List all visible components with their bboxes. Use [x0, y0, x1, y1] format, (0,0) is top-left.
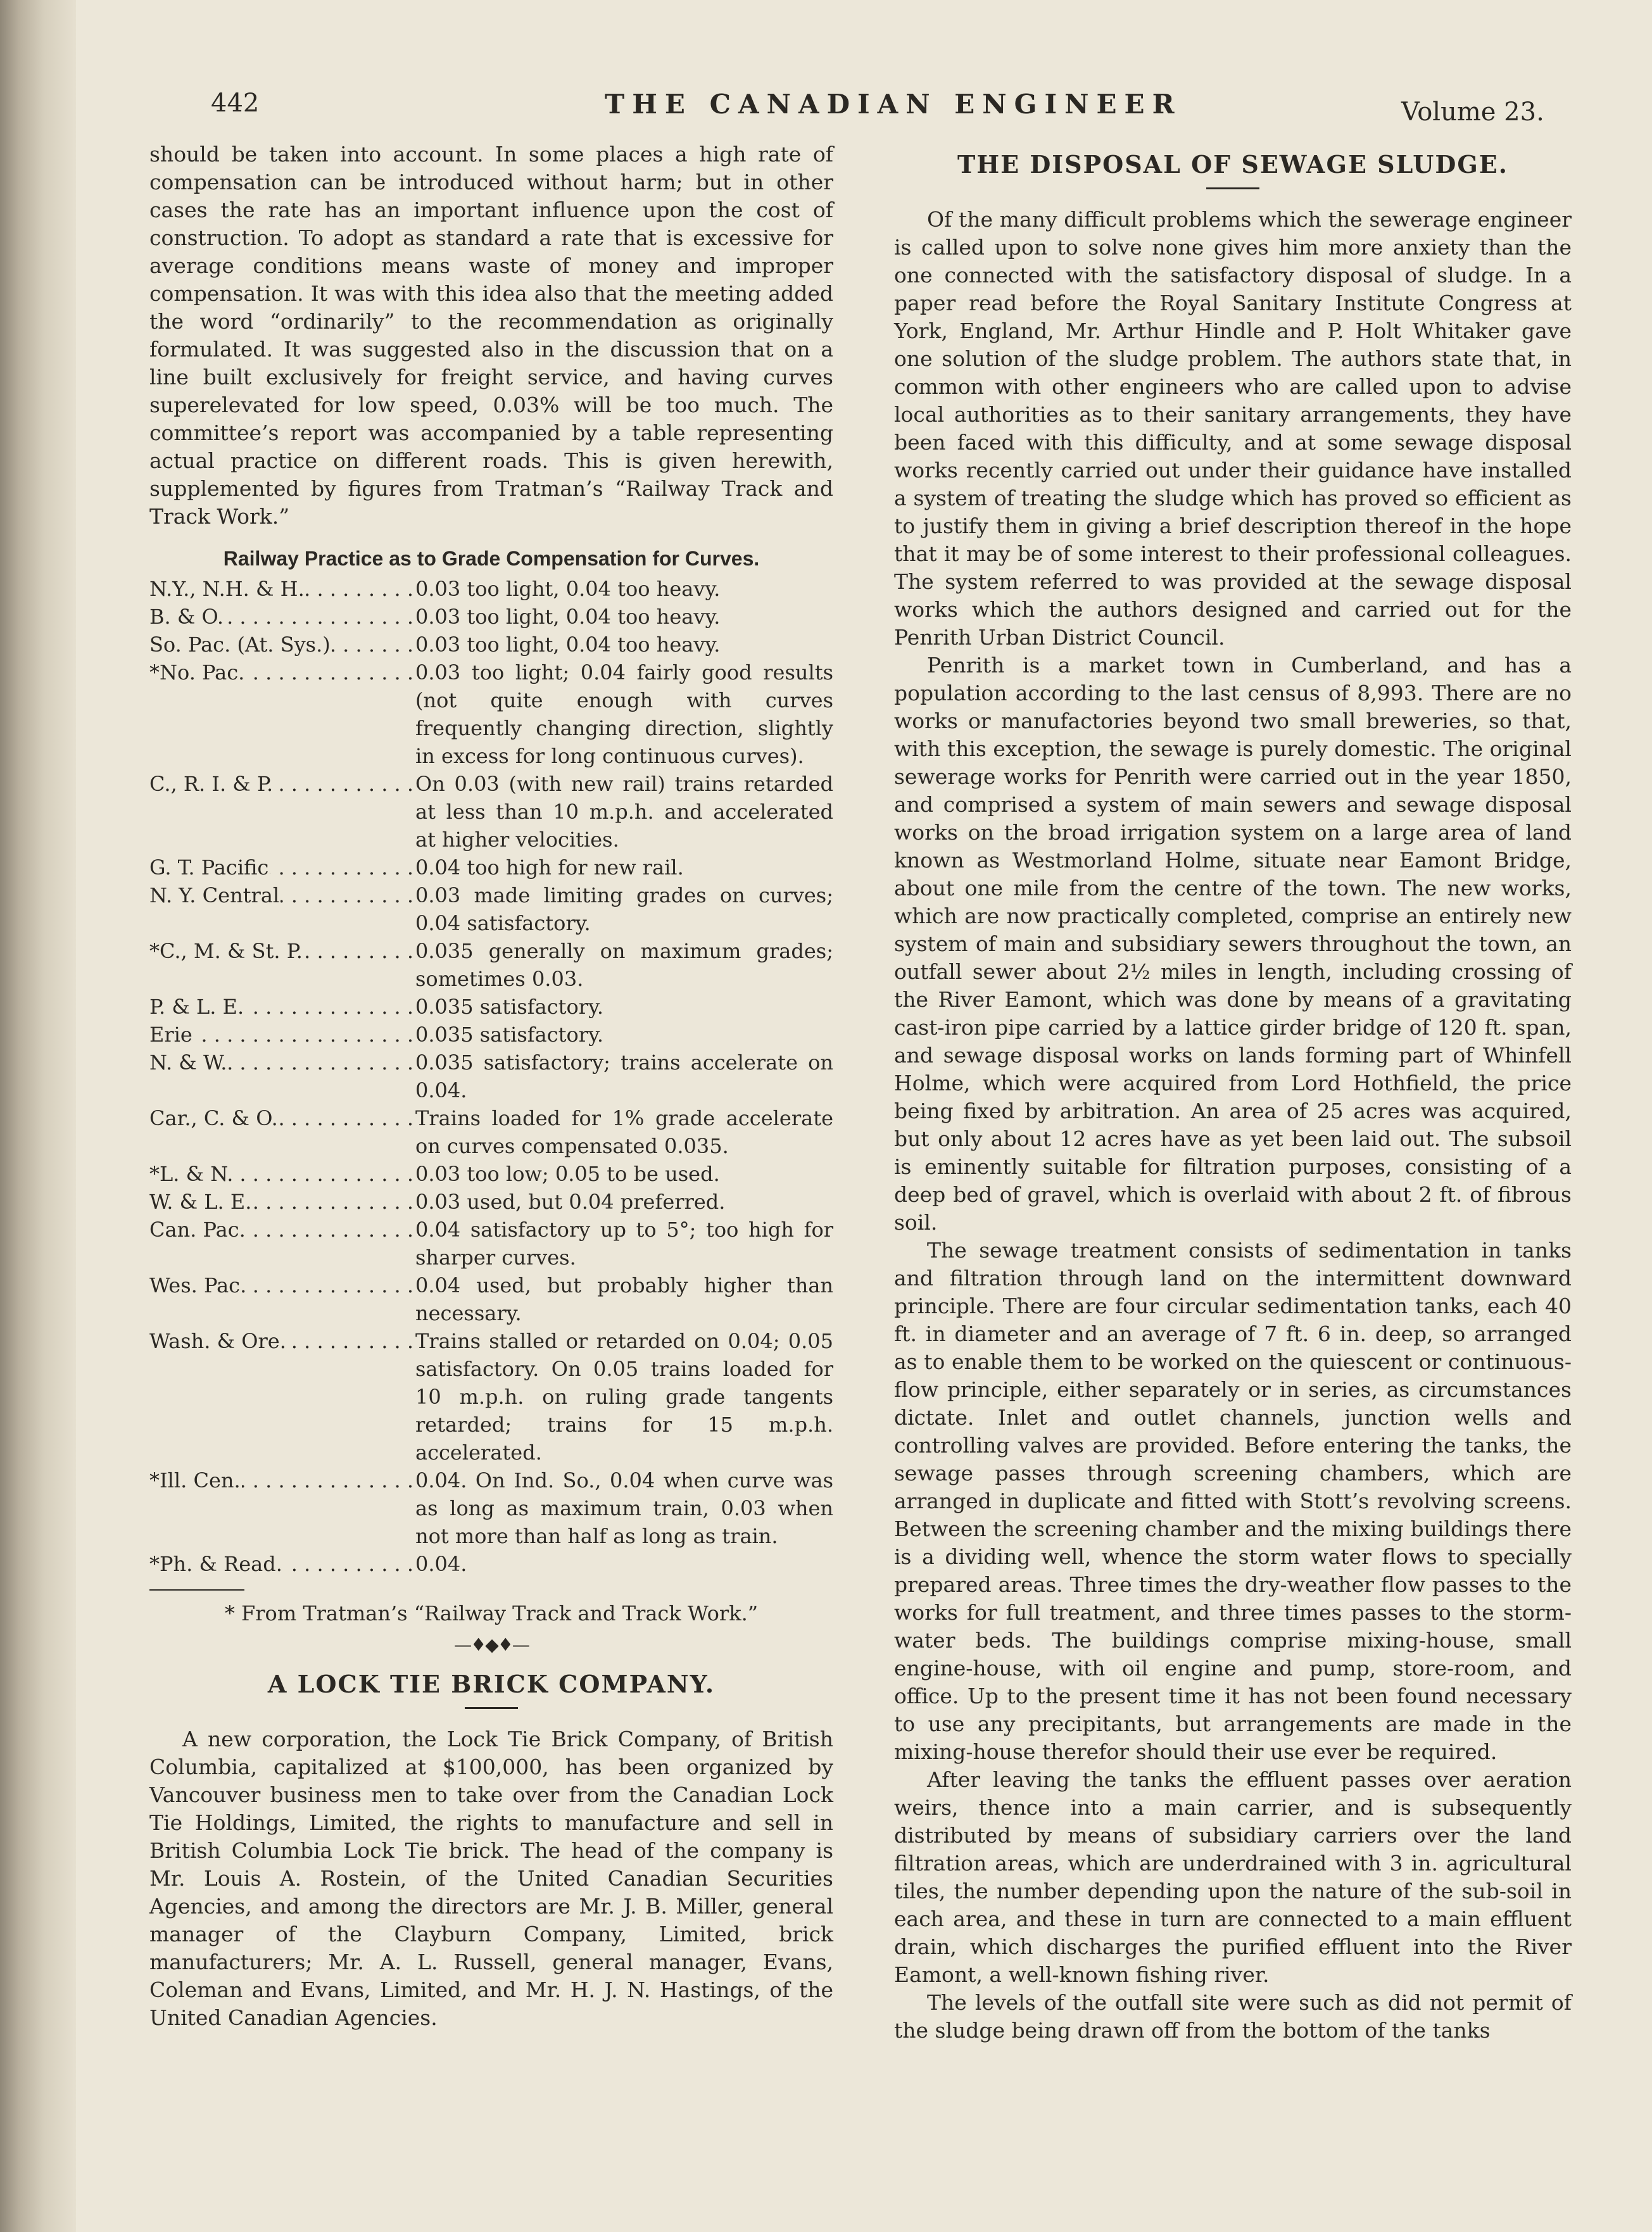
table-row	[149, 659, 833, 770]
left-column	[149, 141, 833, 2032]
table-row	[149, 1216, 833, 1271]
table-row	[149, 1049, 833, 1104]
table-cell-practice: Trains loaded for 1% grade accelerate on curves compensated 0.035.	[415, 1106, 833, 1158]
road-name: N. Y. Central	[149, 883, 280, 907]
table-cell-practice: Trains stalled or retarded on 0.04; 0.05 satisfactory. On 0.05 trains loaded for 10 m.p.h. on ruling grade tangents retarded; trains for 15 m.p.h. accelerated.	[415, 1329, 833, 1465]
table-cell-road	[149, 881, 415, 937]
table-cell-practice: 0.04 satisfactory up to 5°; too high for sharper curves.	[415, 1218, 833, 1270]
title-rule	[1206, 187, 1259, 189]
road-name: B. & O.	[149, 605, 224, 629]
footnote-rule	[149, 1589, 244, 1591]
table-cell-road	[149, 1271, 415, 1327]
road-name: *L. & N.	[149, 1162, 234, 1186]
ornament-divider: —♦◆♦—	[454, 1634, 529, 1655]
table-row	[149, 1021, 833, 1049]
table-cell-road	[149, 603, 415, 631]
table-cell-road	[149, 1021, 415, 1049]
table-cell-road	[149, 575, 415, 603]
article-title-sewage-sludge: THE DISPOSAL OF SEWAGE SLUDGE.	[957, 150, 1508, 179]
grade-compensation-table	[149, 575, 833, 1578]
table-cell-road	[149, 1104, 415, 1160]
table-cell-practice: 0.04 too high for new rail.	[415, 855, 684, 880]
table-row	[149, 937, 833, 993]
table-row	[149, 1160, 833, 1188]
table-row	[149, 631, 833, 659]
sludge-paragraph: Penrith is a market town in Cumberland, and has a population according to the last census of 8,993. There are no works or manufactories beyond two small breweries, so that, with this exception, the sewage is purely domestic. The original sewerage works for Penrith were carried out in the year 1850, and comprised a system of main sewers and sewage disposal works on the broad irrigation system on a large area of land known as Westmorland Holme, situate near Eamont Bridge, about one mile from the centre of the town. The new works, which are now practically completed, comprise an entirely new system of main and subsidiary sewers throughout the town, an outfall sewer about 2½ miles in length, including crossing of the River Eamont, which was done by means of a gravitating cast-iron pipe carried by a lattice girder bridge of 120 ft. span, and sewage disposal works on lands forming part of Whinfell Holme, which were acquired from Lord Hothfield, the price being fixed by arbitration. An area of 25 acres was acquired, but only about 12 acres have as yet been laid out. The subsoil is eminently suitable for filtration purposes, consisting of a deep bed of gravel, which is overlaid with about 2 ft. of fibrous soil.	[894, 653, 1572, 1235]
table-row	[149, 575, 833, 603]
table-row	[149, 854, 833, 881]
table-cell-road	[149, 1550, 415, 1578]
table-cell-practice: 0.03 too light, 0.04 too heavy.	[415, 633, 721, 657]
road-name: C., R. I. & P.	[149, 772, 274, 796]
table-cell-road	[149, 1188, 415, 1216]
table-cell-practice: 0.03 too light; 0.04 fairly good results (not quite enough with curves frequently changing direction, slightly in excess for long continuous curves).	[415, 660, 833, 768]
table-cell-practice: 0.03 made limiting grades on curves; 0.04 satisfactory.	[415, 883, 833, 935]
table-cell-road	[149, 659, 415, 770]
table-cell-practice: 0.04 used, but probably higher than necessary.	[415, 1273, 833, 1325]
table-cell-road	[149, 770, 415, 854]
road-name: *No. Pac.	[149, 660, 245, 684]
sludge-paragraph: After leaving the tanks the effluent passes over aeration weirs, thence into a main carrier, and is subsequently distributed by means of subsidiary carriers over the land filtration areas, which are underdrained with 3 in. agricultural tiles, the number depending upon the nature of the sub-soil in each area, and these in turn are connected to a main effluent drain, which discharges the purified effluent into the River Eamont, a well-known fishing river.	[894, 1767, 1572, 1987]
volume-label: Volume 23.	[1401, 98, 1544, 127]
road-name: G. T. Pacific	[149, 855, 269, 880]
table-cell-road	[149, 1327, 415, 1466]
road-name: *C., M. & St. P.	[149, 939, 303, 963]
table-row	[149, 1466, 833, 1550]
road-name: Wes. Pac.	[149, 1273, 247, 1297]
road-name: *Ill. Cen.	[149, 1468, 241, 1492]
table-row	[149, 1188, 833, 1216]
sludge-paragraph: The levels of the outfall site were such as did not permit of the sludge being drawn off from the bottom of the tanks	[894, 1990, 1572, 2043]
table-row	[149, 1104, 833, 1160]
table-cell-road	[149, 1160, 415, 1188]
table-cell-road	[149, 993, 415, 1021]
table-row	[149, 1327, 833, 1466]
table-cell-practice: 0.035 satisfactory.	[415, 1023, 604, 1047]
sludge-paragraph: The sewage treatment consists of sedimentation in tanks and filtration through land on the intermittent downward principle. There are four circular sedimentation tanks, each 40 ft. in diameter and an average of 7 ft. 6 in. deep, so arranged as to enable them to be worked on the quiescent or continuous-flow principle, either separately or in series, as circumstances dictate. Inlet and outlet channels, junction wells and controlling valves are provided. Before entering the tanks, the sewage passes through screening chambers, which are arranged in duplicate and fitted with Stott’s revolving screens. Between the screening chamber and the mixing buildings there is a dividing well, whence the storm water flows to specially prepared areas. Three times the dry-weather flow passes to the works for full treatment, and three times passes to the storm-water beds. The buildings comprise mixing-house, small engine-house, with oil engine and pump, store-room, and office. Up to the present time it has not been found necessary to use any precipitants, but arrangements are made in the mixing-house therefor should their use ever be required.	[894, 1238, 1572, 1764]
table-cell-road	[149, 1049, 415, 1104]
table-cell-road	[149, 937, 415, 993]
page-number: 442	[211, 89, 260, 118]
article-title-lock-tie: A LOCK TIE BRICK COMPANY.	[267, 1670, 716, 1698]
road-name: Car., C. & O.	[149, 1106, 278, 1130]
table-cell-road	[149, 631, 415, 659]
table-cell-practice: 0.03 too light, 0.04 too heavy.	[415, 605, 721, 629]
lock-tie-paragraph: A new corporation, the Lock Tie Brick Company, of British Columbia, capitalized at $100,000, has been organized by Vancouver business men to take over from the Canadian Lock Tie Holdings, Limited, the rights to manufacture and sell in British Columbia Lock Tie brick. The head of the company is Mr. Louis A. Rostein, of the United Canadian Securities Agencies, and among the directors are Mr. J. B. Miller, general manager of the Clayburn Company, Limited, brick manufacturers; Mr. A. L. Russell, general manager, Evans, Coleman and Evans, Limited, and Mr. H. J. N. Hastings, of the United Canadian Agencies.	[149, 1727, 833, 2030]
table-row	[149, 993, 833, 1021]
road-name: Can. Pac.	[149, 1218, 246, 1242]
table-cell-practice: 0.04.	[415, 1552, 467, 1576]
table-cell-practice: 0.035 generally on maximum grades; sometimes 0.03.	[415, 939, 833, 991]
table-cell-road	[149, 1216, 415, 1271]
title-rule	[465, 1707, 518, 1709]
road-name: Erie	[149, 1023, 192, 1047]
table-row	[149, 770, 833, 854]
book-spine-shadow	[0, 0, 76, 2232]
table-cell-practice: 0.03 too low; 0.05 to be used.	[415, 1162, 720, 1186]
road-name: *Ph. & Read.	[149, 1552, 282, 1576]
intro-paragraph: should be taken into account. In some places a high rate of compensation can be introduced without harm; but in other cases the rate has an important influence upon the cost of construction. To adopt as standard a rate that is excessive for average conditions means waste of money and improper compensation. It was with this idea also that the meeting added the word “ordinarily” to the recommendation as originally formulated. It was suggested also in the discussion that on a line built exclusively for freight service, and having curves superelevated for low speed, 0.03% will be too much. The committee’s report was accompanied by a table representing actual practice on different roads. This is given herewith, supplemented by figures from Tratman’s “Railway Track and Track Work.”	[149, 142, 833, 529]
table-cell-practice: On 0.03 (with new rail) trains retarded at less than 10 m.p.h. and accelerated at higher velocities.	[415, 772, 833, 852]
road-name: P. & L. E.	[149, 995, 244, 1019]
road-name: N. & W.	[149, 1050, 227, 1075]
table-cell-road	[149, 1466, 415, 1550]
table-title: Railway Practice as to Grade Compensation for Curves.	[223, 547, 760, 570]
journal-title: THE CANADIAN ENGINEER	[605, 89, 1182, 120]
table-footnote: * From Tratman’s “Railway Track and Track Work.”	[224, 1601, 759, 1625]
right-column	[894, 151, 1572, 2045]
table-cell-practice: 0.03 too light, 0.04 too heavy.	[415, 577, 721, 601]
table-row	[149, 603, 833, 631]
road-name: W. & L. E.	[149, 1190, 252, 1214]
table-cell-practice: 0.03 used, but 0.04 preferred.	[415, 1190, 726, 1214]
road-name: So. Pac. (At. Sys.)	[149, 633, 331, 657]
table-cell-practice: 0.04. On Ind. So., 0.04 when curve was as long as maximum train, 0.03 when not more than half as long as train.	[415, 1468, 833, 1548]
table-cell-practice: 0.035 satisfactory.	[415, 995, 604, 1019]
table-row	[149, 881, 833, 937]
table-row	[149, 1550, 833, 1578]
table-cell-practice: 0.035 satisfactory; trains accelerate on 0.04.	[415, 1050, 833, 1102]
road-name: Wash. & Ore.	[149, 1329, 286, 1353]
road-name: N.Y., N.H. & H.	[149, 577, 305, 601]
sludge-paragraph: Of the many difficult problems which the sewerage engineer is called upon to solve none gives him more anxiety than the one connected with the satisfactory disposal of sludge. In a paper read before the Royal Sanitary Institute Congress at York, England, Mr. Arthur Hindle and P. Holt Whitaker gave one solution of the sludge problem. The authors state that, in common with other engineers who are called upon to advise local authorities as to their sanitary arrangements, they have been faced with this difficulty, and at some sewage disposal works recently carried out under their guidance have installed a system of treating the sludge which has proved so efficient as to justify them in giving a brief description thereof in the hope that it may be of some interest to their professional colleagues. The system referred to was provided at the sewage disposal works which the authors designed and carried out for the Penrith Urban District Council.	[894, 207, 1572, 650]
table-row	[149, 1271, 833, 1327]
table-cell-road	[149, 854, 415, 881]
